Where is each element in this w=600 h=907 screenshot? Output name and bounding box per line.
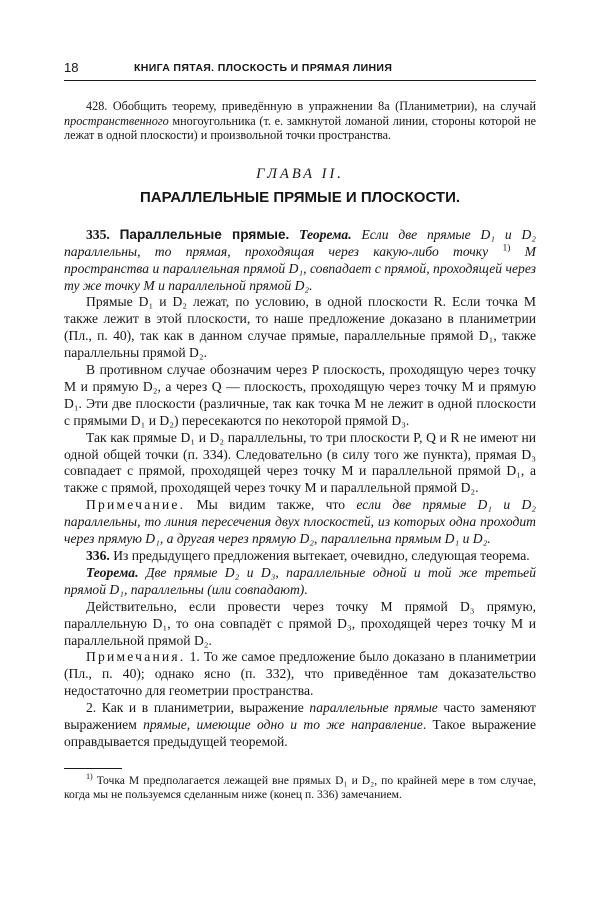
footnote-text: Точка M предполагается лежащей вне прямых D₁ и D₂, по крайней мере в том случае, когда мы не пользуемся сделанным ниже (конец п. 336) замечанием. bbox=[64, 774, 536, 801]
section-336-theorem bbox=[64, 565, 536, 599]
theorem-statement-end: M пространства и параллельная прямой D₁, совпадает с прямой, проходящей через ту же точку M и параллельной прямой D₂. bbox=[64, 243, 536, 293]
section-335-theorem bbox=[64, 227, 536, 295]
proof-paragraph-2: В противном случае обозначим через P плоскость, проходящую через точку M и прямую D₂, а через Q — плоскость, проходящую через точку M и прямую D₁. Эти две плоскости (различные, так как точка M не лежит в одной плоскости с прямыми D₁ и D₂) пересекаются по некоторой прямой D₃. bbox=[64, 362, 536, 428]
running-header bbox=[64, 58, 536, 81]
remarks-label: Примечания. bbox=[86, 649, 186, 665]
remarks-336-1 bbox=[64, 649, 536, 700]
remark-text: Мы видим также, что bbox=[185, 497, 357, 513]
theorem-statement: Если две прямые D₁ и D₂ параллельны, то прямая, проходящая через какую-либо точку bbox=[64, 226, 536, 259]
section-336-number: 336. bbox=[86, 548, 110, 563]
theorem-336-statement: Две прямые D₂ и D₃, параллельные одной и той же третьей прямой D₁, параллельны (или совпадают). bbox=[64, 564, 536, 597]
running-title: КНИГА ПЯТАЯ. ПЛОСКОСТЬ И ПРЯМАЯ ЛИНИЯ bbox=[134, 62, 393, 74]
remark-2-c: часто заменяют выражением bbox=[64, 700, 536, 733]
section-336-intro-text: Из предыдущего предложения вытекает, очевидно, следующая теорема. bbox=[109, 548, 530, 563]
exercise-emphasis: пространственного bbox=[64, 113, 169, 128]
proof-paragraph-3: Так как прямые D₁ и D₂ параллельны, то три плоскости P, Q и R не имеют ни одной общей точки (п. 334). Следовательно (в силу того же пункта), прямая D₃ совпадает с прямой, проходящей через точку M и параллельной прямой D₁, а также с прямой, проходящей через точку M и параллельной прямой D₂. bbox=[64, 429, 536, 496]
theorem-336-word: Теорема. bbox=[86, 564, 139, 580]
section-336-intro bbox=[64, 548, 536, 565]
exercise-428 bbox=[64, 99, 536, 143]
remark-2-d: прямые, имеющие одно и то же направление bbox=[143, 717, 423, 733]
remark-2-b: параллельные прямые bbox=[309, 700, 438, 716]
section-title: Параллельные прямые. bbox=[119, 226, 290, 242]
remark-label: Примечание. bbox=[86, 497, 186, 513]
page-number: 18 bbox=[64, 60, 79, 75]
theorem-word: Теорема. bbox=[299, 226, 352, 242]
remark-335 bbox=[64, 497, 536, 548]
remark-2-e: . Такое выражение оправдывается предыдущей теоремой. bbox=[64, 717, 536, 749]
remark-emphasis: если две прямые D₁ и D₂ параллельны, то линия пересечения двух плоскостей, из которых одна проходит через прямую D₁, а другая через прямую D₂, параллельна прямым D₁ и D₂. bbox=[64, 497, 536, 547]
footnote-number: 1) bbox=[86, 772, 93, 782]
footnote-rule bbox=[64, 768, 122, 769]
chapter-title: ПАРАЛЛЕЛЬНЫЕ ПРЯМЫЕ И ПЛОСКОСТИ. bbox=[139, 188, 461, 206]
footnote bbox=[64, 774, 536, 802]
footnote-mark: 1) bbox=[502, 243, 511, 254]
proof-paragraph-1: Прямые D₁ и D₂ лежат, по условию, в одной плоскости R. Если точка M также лежит в этой плоскости, то наше предложение доказано в планиметрии (Пл., п. 40), так как в данном случае прямые, параллельные прямой D₁, также параллельны прямой D₂. bbox=[64, 294, 536, 361]
exercise-text-a: 428. Обобщить теорему, приведённую в упражнении 8а (Планиметрии), на случай bbox=[86, 99, 536, 113]
remark-1-text: 1. То же самое предложение было доказано в планиметрии (Пл., п. 40); однако ясно (п. 332), что приведённое там доказательство недостаточно для геометрии пространства. bbox=[64, 649, 536, 699]
section-336-proof: Действительно, если провести через точку M прямой D₃ прямую, параллельную D₁, то она совпадёт с прямой D₃, проходящей через точку M и параллельной прямой D₂. bbox=[64, 598, 536, 648]
remark-2-a: 2. Как и в планиметрии, выражение bbox=[86, 700, 310, 716]
section-number: 335. bbox=[86, 226, 110, 242]
chapter-label: ГЛАВА II. bbox=[256, 165, 344, 182]
exercise-text-c: многоугольника (т. е. замкнутой ломаной линии, стороны которой не лежат в одной плоскости) и произвольной точки пространства. bbox=[64, 113, 536, 143]
remarks-336-2 bbox=[64, 700, 536, 751]
page-body bbox=[64, 99, 536, 751]
